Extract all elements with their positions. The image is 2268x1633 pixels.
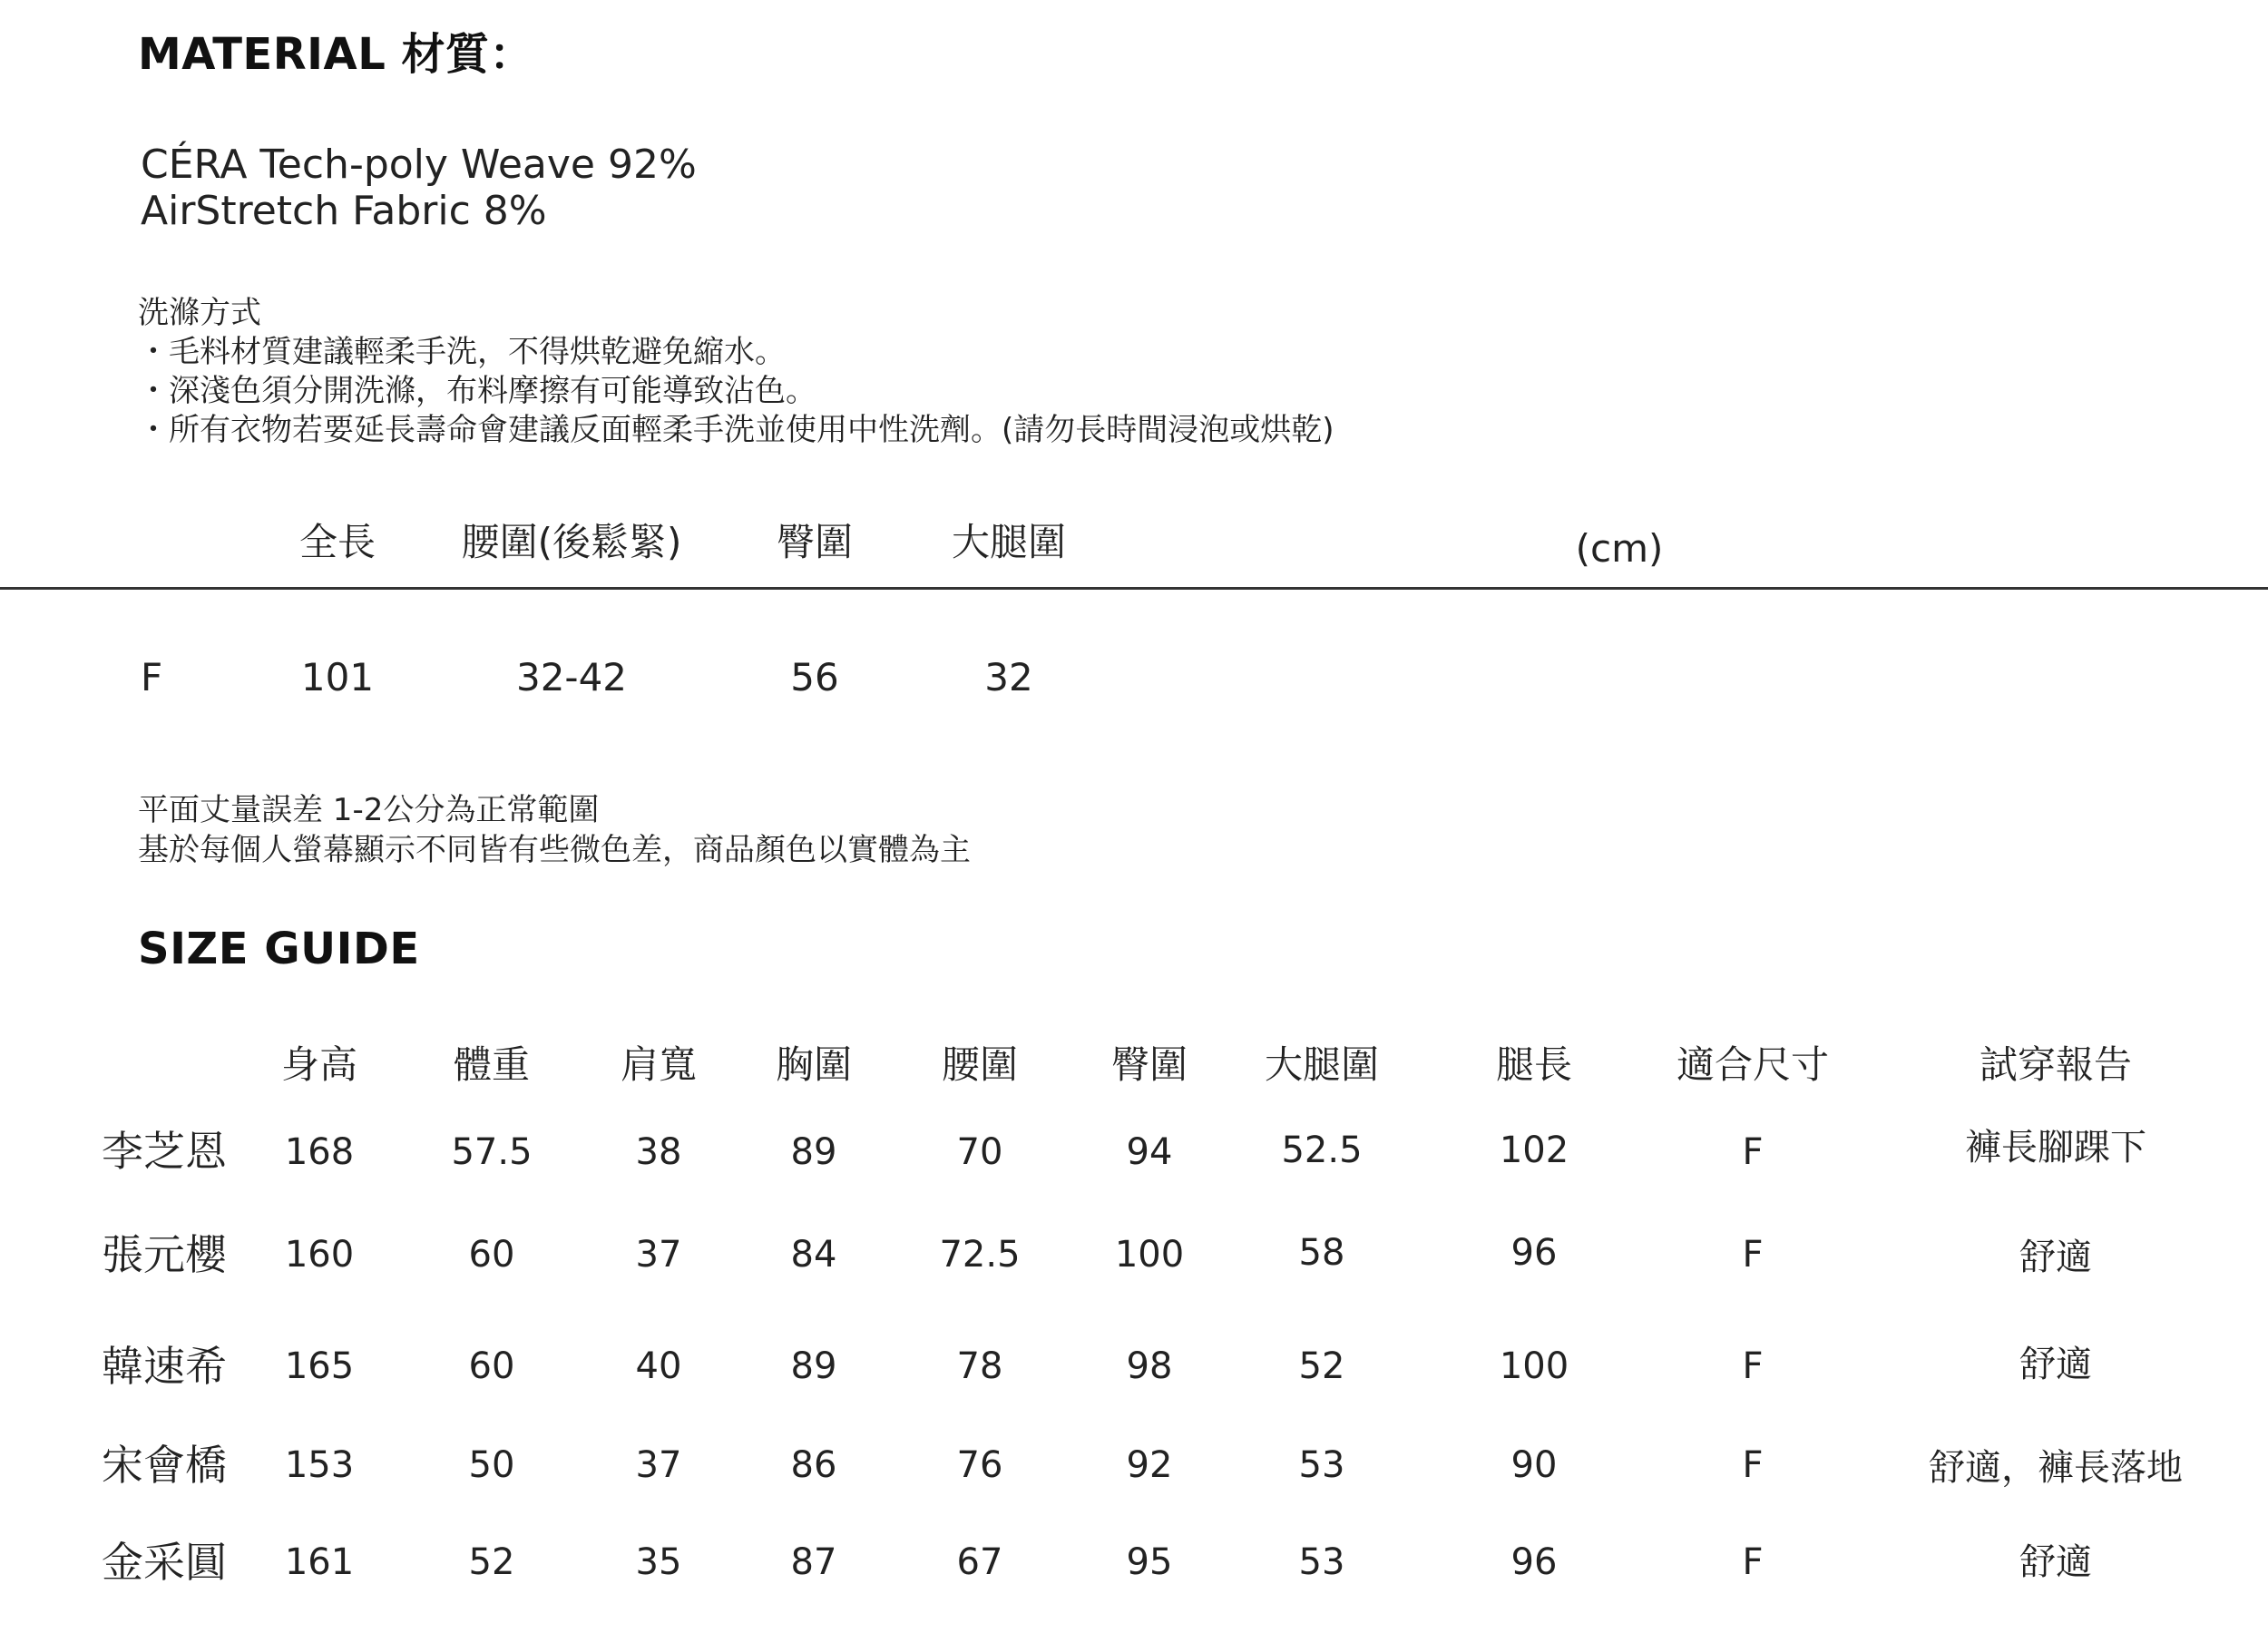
sg-header-weight: 體重 <box>453 1042 531 1087</box>
material-line-1: CÉRA Tech-poly Weave 92% <box>141 142 697 188</box>
sg-cell: 86 <box>790 1444 837 1486</box>
sg-header-hip: 臀圍 <box>1110 1042 1188 1087</box>
sg-row-name: 宋會橋 <box>102 1441 227 1490</box>
sg-cell: F <box>1742 1345 1764 1387</box>
sg-cell: 38 <box>635 1131 682 1173</box>
sg-header-thigh: 大腿圍 <box>1264 1042 1380 1087</box>
sg-fit-note: 舒適 <box>2019 1541 2092 1583</box>
measure-header-waist: 腰圍(後鬆緊) <box>461 520 682 564</box>
sg-cell: 52.5 <box>1281 1129 1363 1171</box>
sg-cell: 60 <box>468 1234 515 1276</box>
sg-cell: 90 <box>1510 1444 1558 1486</box>
measure-value-hip: 56 <box>790 655 839 699</box>
sg-row-name: 金采圓 <box>102 1538 227 1587</box>
sg-fit-note: 舒適 <box>2019 1237 2092 1278</box>
material-title: MATERIAL 材質： <box>138 29 533 80</box>
measure-unit: (cm) <box>1575 526 1664 571</box>
sg-cell: 50 <box>468 1444 515 1486</box>
sg-cell: 72.5 <box>939 1234 1021 1276</box>
sg-cell: 165 <box>284 1345 355 1387</box>
measure-divider <box>0 587 2268 590</box>
sg-cell: 84 <box>790 1234 837 1276</box>
care-line-3: ・所有衣物若要延長壽命會建議反面輕柔手洗並使用中性洗劑。(請勿長時間浸泡或烘乾) <box>138 412 1334 448</box>
sg-cell: 70 <box>956 1131 1003 1173</box>
sg-header-height: 身高 <box>280 1042 358 1087</box>
note-color-difference: 基於每個人螢幕顯示不同皆有些微色差，商品顏色以實體為主 <box>138 832 971 868</box>
sg-header-chest: 胸圍 <box>775 1042 853 1087</box>
sg-cell: 87 <box>790 1541 837 1583</box>
sg-cell: 95 <box>1126 1541 1173 1583</box>
sg-header-fit-size: 適合尺寸 <box>1676 1042 1830 1087</box>
sg-cell: 100 <box>1499 1345 1569 1387</box>
sg-row-name: 張元櫻 <box>102 1230 227 1279</box>
sg-cell: 102 <box>1499 1129 1569 1171</box>
measure-value-thigh: 32 <box>984 655 1033 699</box>
sg-cell: 52 <box>468 1541 515 1583</box>
sg-cell: 76 <box>956 1444 1003 1486</box>
sg-cell: 52 <box>1298 1345 1345 1387</box>
measure-value-length: 101 <box>300 655 375 699</box>
sg-cell: 94 <box>1126 1131 1173 1173</box>
sg-header-leg-length: 腿長 <box>1495 1042 1573 1087</box>
sg-cell: 60 <box>468 1345 515 1387</box>
sg-cell: F <box>1742 1234 1764 1276</box>
sg-cell: 168 <box>284 1131 355 1173</box>
size-guide-title: SIZE GUIDE <box>138 924 420 974</box>
sg-row-name: 韓速希 <box>102 1342 227 1391</box>
sg-cell: 40 <box>635 1345 682 1387</box>
sg-fit-note: 舒適 <box>2019 1344 2092 1385</box>
sg-cell: 89 <box>790 1131 837 1173</box>
care-title: 洗滌方式 <box>138 295 261 331</box>
sg-cell: F <box>1742 1541 1764 1583</box>
sg-cell: 153 <box>284 1444 355 1486</box>
measure-value-waist: 32-42 <box>515 655 628 699</box>
sg-cell: 96 <box>1510 1232 1558 1274</box>
sg-header-waist: 腰圍 <box>941 1042 1019 1087</box>
sg-cell: 161 <box>284 1541 355 1583</box>
sg-header-shoulder: 肩寬 <box>620 1042 698 1087</box>
sg-cell: 78 <box>956 1345 1003 1387</box>
sg-cell: 57.5 <box>451 1131 533 1173</box>
care-line-2: ・深淺色須分開洗滌，布料摩擦有可能導致沾色。 <box>138 373 816 409</box>
sg-cell: 160 <box>284 1234 355 1276</box>
sg-cell: 58 <box>1298 1232 1345 1274</box>
measure-header-length: 全長 <box>298 520 376 564</box>
care-line-1: ・毛料材質建議輕柔手洗，不得烘乾避免縮水。 <box>138 334 786 370</box>
sg-cell: 67 <box>956 1541 1003 1583</box>
sg-header-fit-report: 試穿報告 <box>1979 1042 2133 1087</box>
sg-cell: F <box>1742 1131 1764 1173</box>
sg-cell: 98 <box>1126 1345 1173 1387</box>
sg-cell: 96 <box>1510 1541 1558 1583</box>
sg-cell: 89 <box>790 1345 837 1387</box>
sg-fit-note: 褲長腳踝下 <box>1965 1127 2146 1169</box>
material-line-2: AirStretch Fabric 8% <box>141 188 547 234</box>
measure-header-hip: 臀圍 <box>776 520 854 564</box>
sg-cell: 53 <box>1298 1444 1345 1486</box>
sg-cell: 53 <box>1298 1541 1345 1583</box>
sg-fit-note: 舒適，褲長落地 <box>1929 1447 2183 1489</box>
sg-cell: 35 <box>635 1541 682 1583</box>
sg-cell: 100 <box>1114 1234 1185 1276</box>
sg-cell: 37 <box>635 1234 682 1276</box>
sg-cell: 37 <box>635 1444 682 1486</box>
measure-header-thigh: 大腿圍 <box>951 520 1067 564</box>
note-measurement-error: 平面丈量誤差 1-2公分為正常範圍 <box>138 792 600 828</box>
measure-size: F <box>141 655 163 699</box>
sg-cell: 92 <box>1126 1444 1173 1486</box>
sg-row-name: 李芝恩 <box>102 1127 227 1176</box>
sg-cell: F <box>1742 1444 1764 1486</box>
